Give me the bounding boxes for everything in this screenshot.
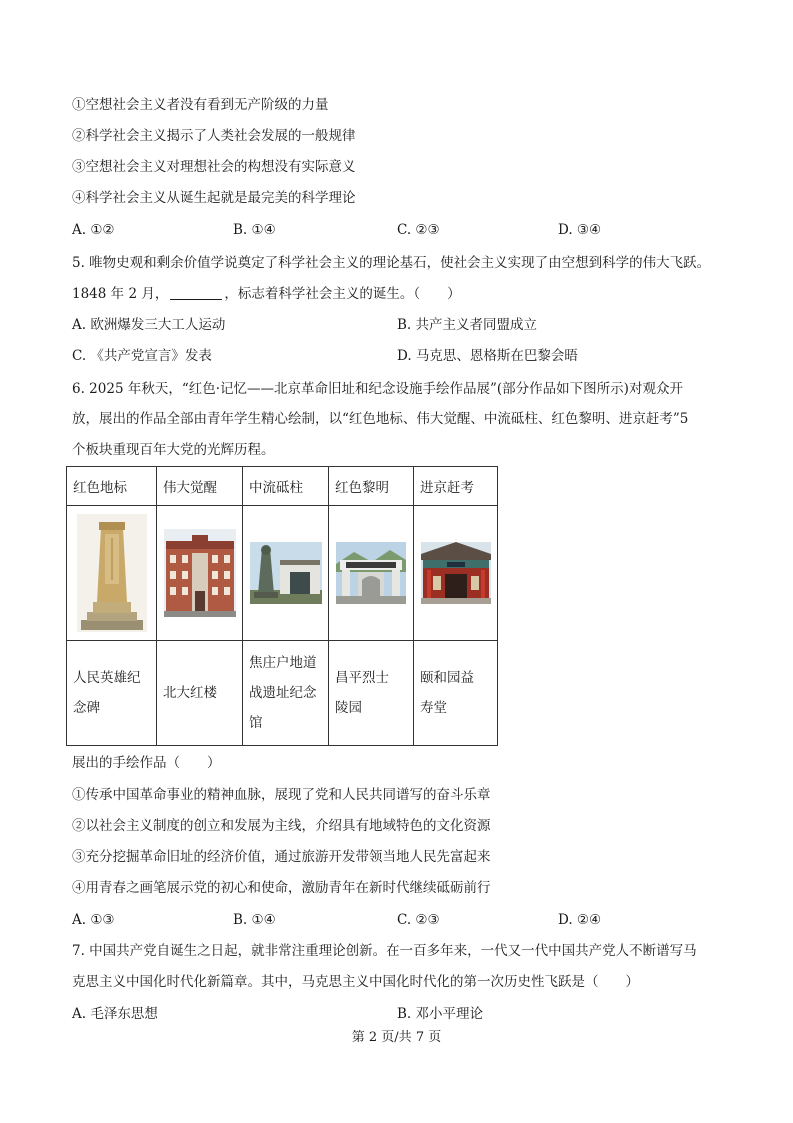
q4-statement-3: ③空想社会主义对理想社会的构想没有实际意义 bbox=[72, 159, 356, 175]
q5-option-c: C. 《共产党宣言》发表 bbox=[72, 348, 212, 364]
q4-option-d: D. ③④ bbox=[558, 222, 602, 238]
q6-option-d: D. ②④ bbox=[558, 912, 602, 928]
table-header-cell: 中流砥柱 bbox=[243, 467, 329, 506]
q6-option-c: C. ②③ bbox=[397, 912, 440, 928]
q5-stem-line-1: 5. 唯物史观和剩余价值学说奠定了科学社会主义的理论基石，使社会主义实现了由空想到科学的伟大飞跃。 bbox=[72, 255, 711, 271]
q4-option-c: C. ②③ bbox=[397, 222, 440, 238]
picture-cell bbox=[414, 506, 498, 641]
q4-statement-2: ②科学社会主义揭示了人类社会发展的一般规律 bbox=[72, 128, 356, 144]
q5-option-d: D. 马克思、恩格斯在巴黎会晤 bbox=[397, 348, 578, 364]
q6-statement-3: ③充分挖掘革命旧址的经济价值，通过旅游开发带领当地人民先富起来 bbox=[72, 849, 491, 865]
memorial-hall-image bbox=[250, 542, 322, 604]
q7-option-a: A. 毛泽东思想 bbox=[72, 1006, 158, 1022]
q6-stem-line-1: 6. 2025 年秋天，“红色·记忆——北京革命旧址和纪念设施手绘作品展”(部分作品如下图所示)对观众开 bbox=[72, 381, 683, 397]
q4-option-b: B. ①④ bbox=[233, 222, 276, 238]
q6-question: 展出的手绘作品（ ） bbox=[72, 755, 221, 771]
table-header-cell: 进京赶考 bbox=[414, 467, 498, 506]
q7-stem-line-2: 克思主义中国化时代化新篇章。其中，马克思主义中国化时代化的第一次历史性飞跃是（ ） bbox=[72, 974, 639, 990]
q6-stem-line-2: 放，展出的作品全部由青年学生精心绘制，以“红色地标、伟大觉醒、中流砥柱、红色黎明、进京赶考”5 bbox=[72, 411, 689, 427]
yishou-hall-image bbox=[421, 542, 491, 604]
q5-option-a: A. 欧洲爆发三大工人运动 bbox=[72, 317, 226, 333]
q4-option-a: A. ①② bbox=[72, 222, 115, 238]
artwork-table bbox=[66, 466, 498, 746]
q4-statement-1: ①空想社会主义者没有看到无产阶级的力量 bbox=[72, 97, 329, 113]
table-header-cell: 红色黎明 bbox=[329, 467, 414, 506]
table-header-cell: 红色地标 bbox=[67, 467, 157, 506]
q5-stem-post: ，标志着科学社会主义的诞生。（ ） bbox=[224, 286, 461, 302]
q6-statement-4: ④用青春之画笔展示党的初心和使命，激励青年在新时代继续砥砺前行 bbox=[72, 880, 491, 896]
q5-answer-blank bbox=[170, 285, 222, 300]
q5-stem-pre: 1848 年 2 月， bbox=[72, 286, 169, 302]
table-header-cell: 伟大觉醒 bbox=[157, 467, 243, 506]
site-name-cell: 颐和园益 寿堂 bbox=[414, 641, 498, 746]
picture-cell bbox=[243, 506, 329, 641]
cemetery-gate-image bbox=[336, 542, 406, 604]
q5-option-b: B. 共产主义者同盟成立 bbox=[397, 317, 538, 333]
site-name-cell: 北大红楼 bbox=[157, 641, 243, 746]
picture-cell bbox=[67, 506, 157, 641]
q6-option-a: A. ①③ bbox=[72, 912, 115, 928]
q5-stem-line-2 bbox=[72, 285, 461, 303]
q7-option-b: B. 邓小平理论 bbox=[397, 1006, 484, 1022]
site-name-cell: 人民英雄纪 念碑 bbox=[67, 641, 157, 746]
site-name-cell: 昌平烈士 陵园 bbox=[329, 641, 414, 746]
q4-statement-4: ④科学社会主义从诞生起就是最完美的科学理论 bbox=[72, 190, 356, 206]
picture-cell bbox=[157, 506, 243, 641]
q7-stem-line-1: 7. 中国共产党自诞生之日起，就非常注重理论创新。在一百多年来，一代又一代中国共产党人不断谱写马 bbox=[72, 943, 697, 959]
q6-option-b: B. ①④ bbox=[233, 912, 276, 928]
page-footer: 第 2 页/共 7 页 bbox=[351, 1030, 442, 1045]
site-name-cell: 焦庄户地道 战遗址纪念 馆 bbox=[243, 641, 329, 746]
red-building-image bbox=[164, 529, 236, 617]
q6-statement-2: ②以社会主义制度的创立和发展为主线，介绍具有地域特色的文化资源 bbox=[72, 818, 491, 834]
q6-stem-line-3: 个板块重现百年大党的光辉历程。 bbox=[72, 442, 275, 458]
monument-image bbox=[77, 514, 147, 632]
q6-statement-1: ①传承中国革命事业的精神血脉，展现了党和人民共同谱写的奋斗乐章 bbox=[72, 787, 491, 803]
picture-cell bbox=[329, 506, 414, 641]
